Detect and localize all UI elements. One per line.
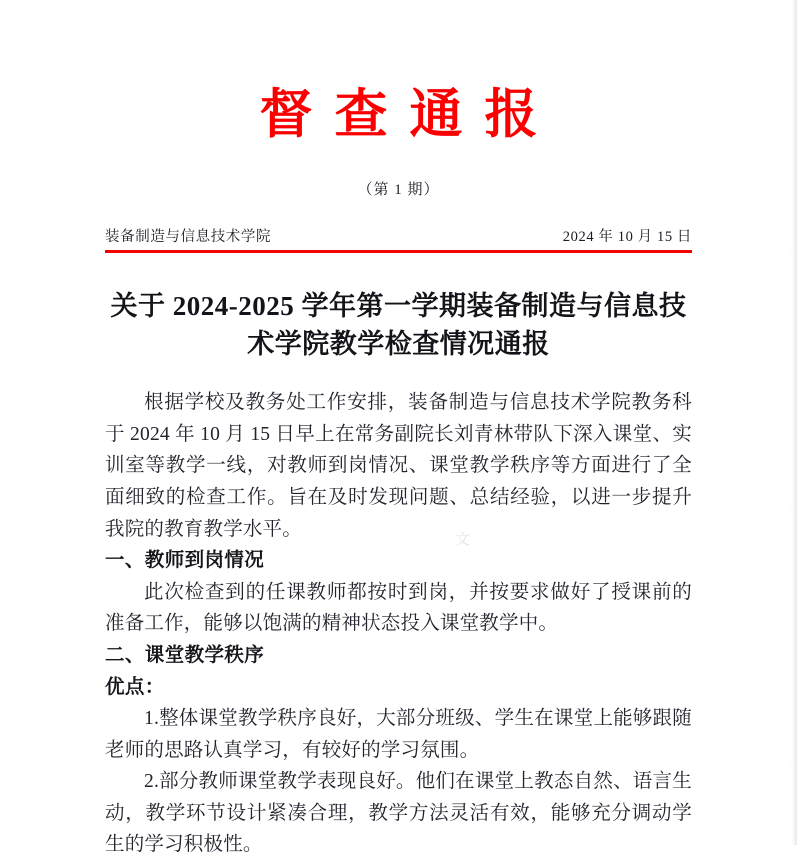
document-title: 关于 2024-2025 学年第一学期装备制造与信息技术学院教学检查情况通报	[110, 290, 687, 359]
section-heading-one: 一、教师到岗情况	[105, 550, 265, 572]
issue-date: 2024 年 10 月 15 日	[562, 228, 692, 245]
document-meta-row	[105, 199, 692, 246]
section-heading-two: 二、课堂教学秩序	[105, 644, 265, 666]
section-one-paragraph: 此次检查到的任课教师都按时到岗，并按要求做好了授课前的准备工作，能够以饱满的精神状态投入课堂教学中。	[105, 581, 692, 635]
intro-paragraph: 根据学校及教务处工作安排，装备制造与信息技术学院教务科于 2024 年 10 月 15 日早上在常务副院长刘青林带队下深入课堂、实训室等教学一线，对教师到岗情况、课堂教学秩序等方面进行了全面细致的检查工作。旨在及时发现问题、总结经验，以进一步提升我院的教育教学水平。	[105, 392, 692, 540]
issue-number: （第 1 期）	[357, 181, 440, 198]
merits-heading: 优点：	[105, 676, 165, 698]
masthead	[105, 0, 692, 199]
masthead-title: 督查通报	[259, 86, 560, 144]
merit-item-1: 1.整体课堂教学秩序良好，大部分班级、学生在课堂上能够跟随老师的思路认真学习，有较好的学习氛围。	[105, 708, 692, 761]
issuing-organization: 装备制造与信息技术学院	[105, 228, 272, 245]
scan-watermark-speck: 文	[455, 532, 471, 548]
document-body	[105, 363, 692, 861]
merit-item-2: 2.部分教师课堂教学表现良好。他们在课堂上教态自然、语言生动，教学环节设计紧凑合理，教学方法灵活有效，能够充分调动学生的学习积极性。	[105, 771, 692, 856]
